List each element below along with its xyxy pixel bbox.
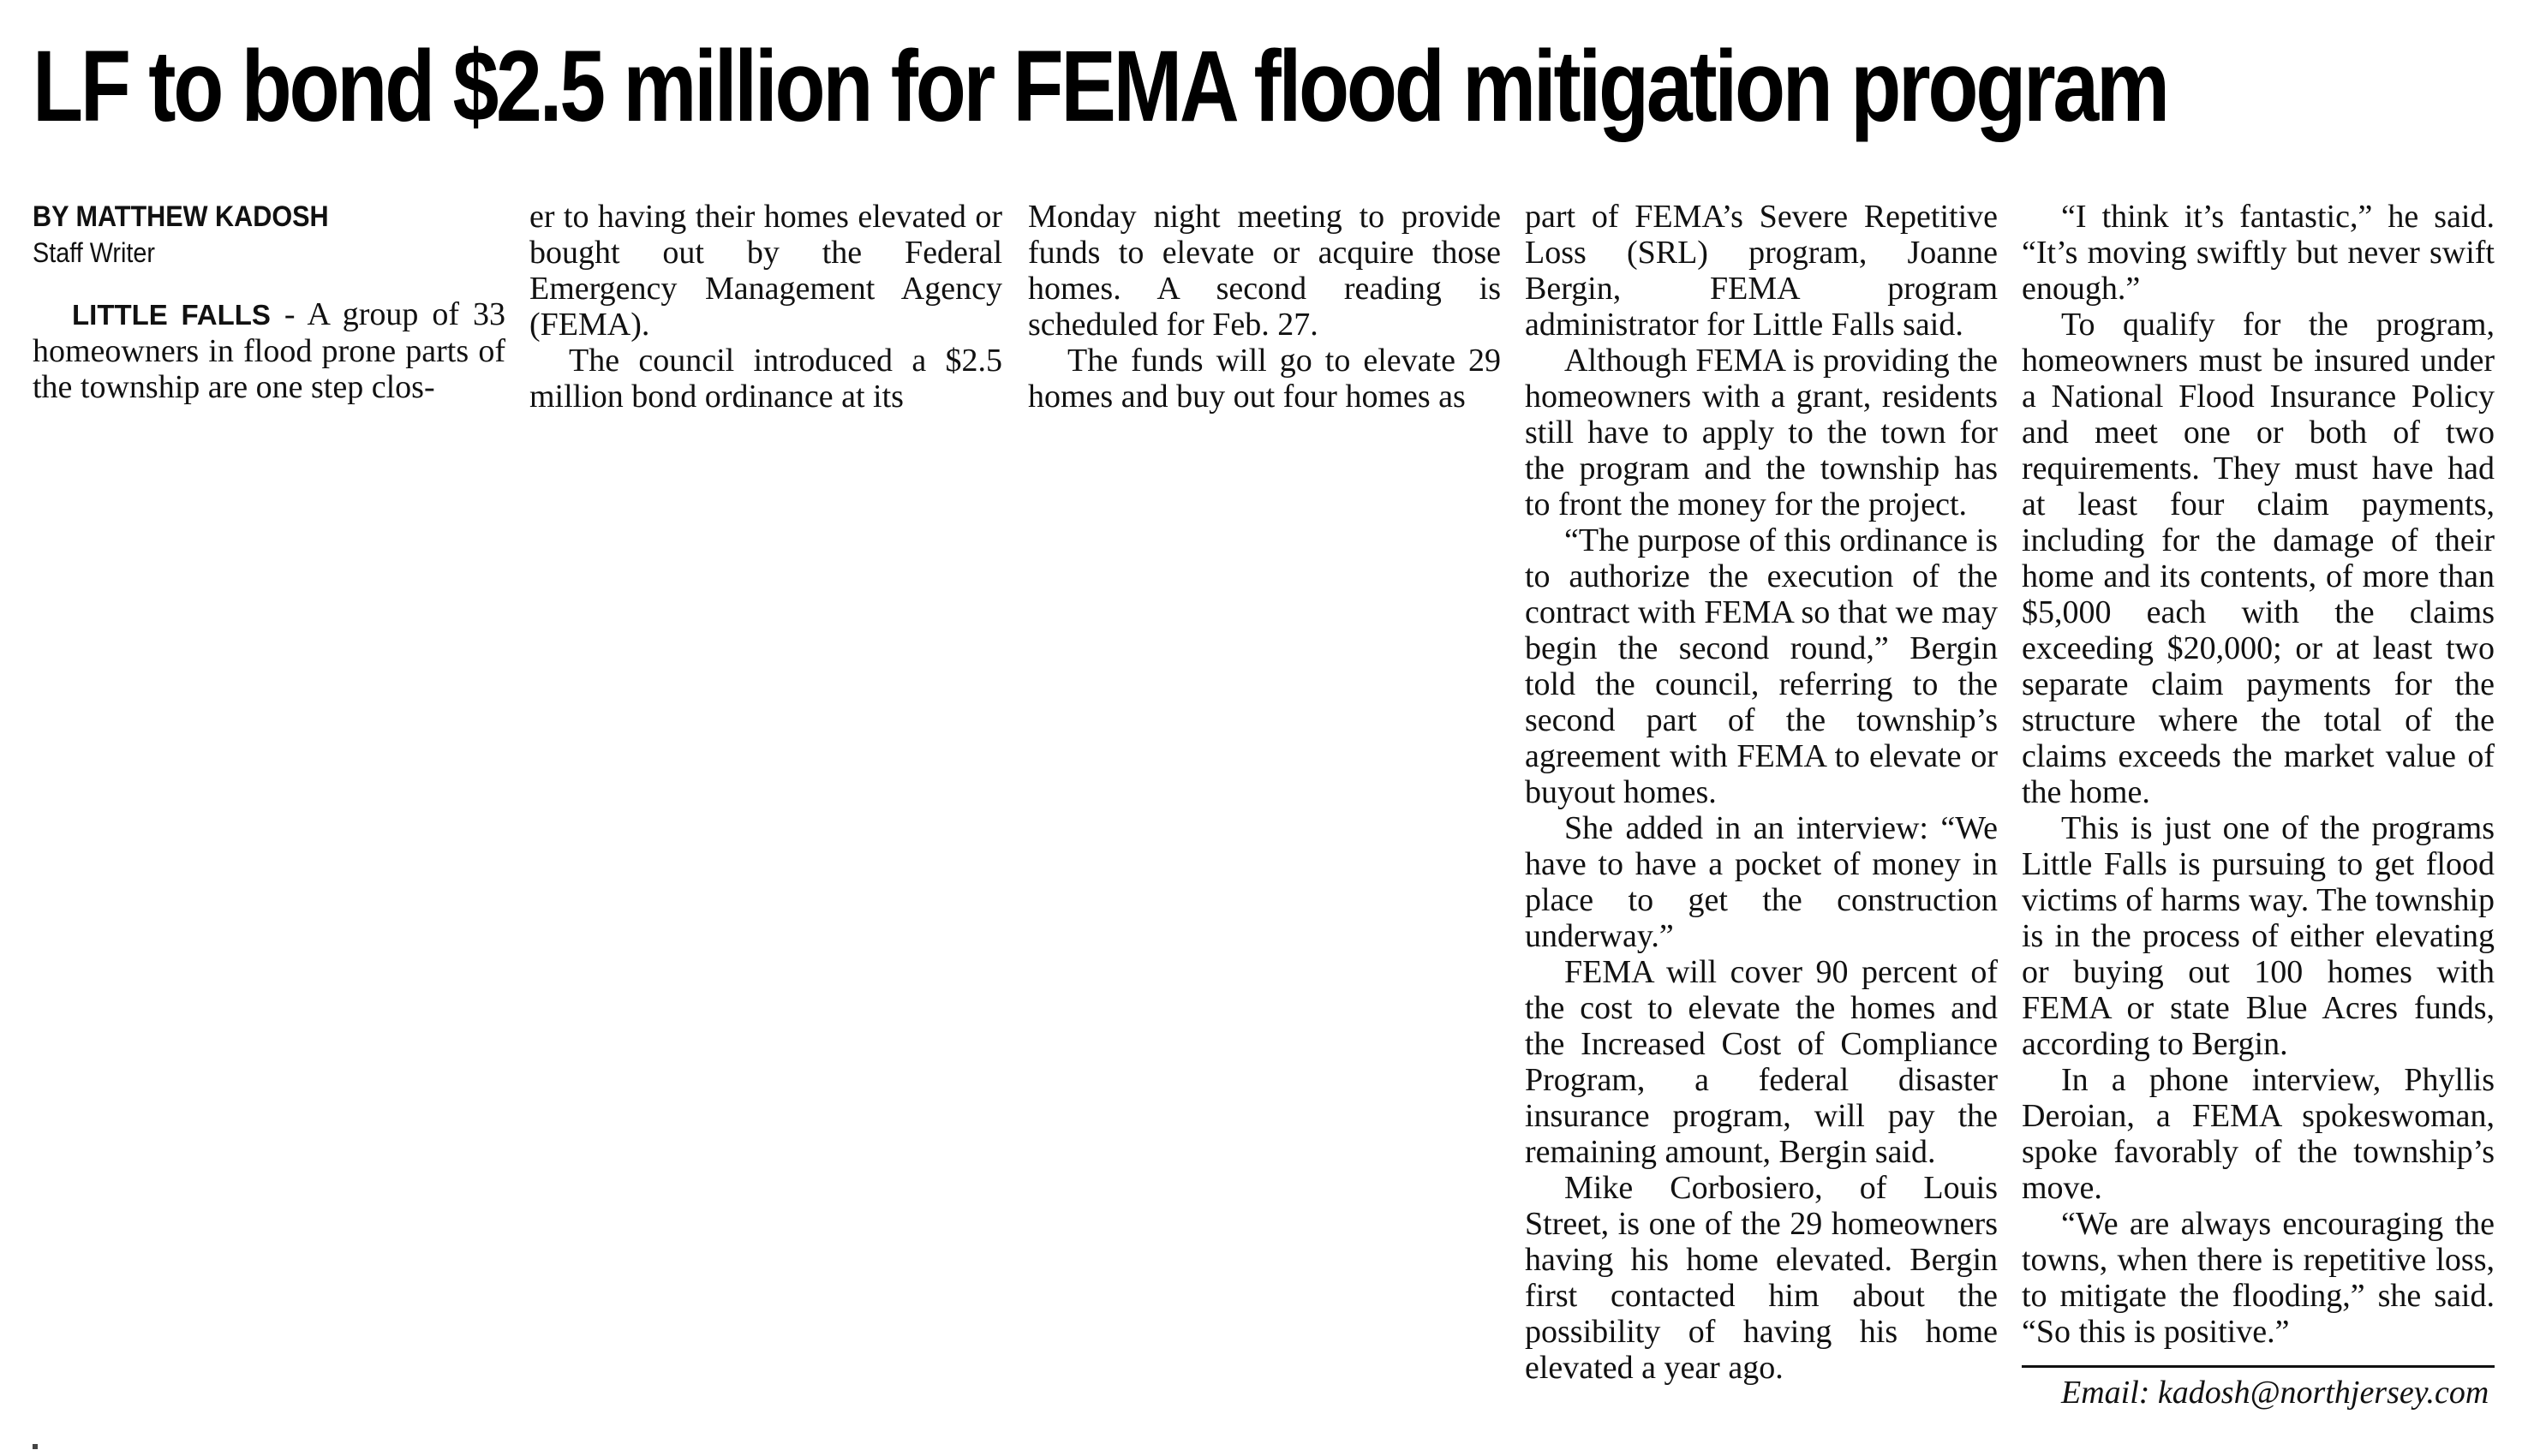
paragraph-3-part-1: The funds will go to elevate 29 homes and buy out four homes as bbox=[1028, 343, 1501, 415]
paragraph-12: In a phone interview, Phyllis Deroian, a FEMA spokeswoman, spoke favorably of the township’s move. bbox=[2022, 1062, 2495, 1206]
staff-title: Staff Writer bbox=[33, 237, 155, 268]
paragraph-1-text: - A group of 33 homeowners in flood prone parts of the township are one step clos- bbox=[33, 296, 505, 405]
headline: LF to bond $2.5 million for FEMA flood mitigation program bbox=[33, 30, 2167, 143]
article-column-1 bbox=[33, 199, 505, 405]
paragraph-10: To qualify for the program, homeowners must be insured under a National Flood Insurance Policy and meet one or both of two requirements. They must have had at least four claim payments, including for the damage of their home and its contents, of more than $5,000 each with the claims exceeding $20,000; or at least two separate claim payments for the structure where the total of the claims exceeds the market value of the home. bbox=[2022, 307, 2495, 810]
paragraph-2-part-1: The council introduced a $2.5 million bond ordinance at its bbox=[529, 343, 1002, 415]
paragraph-6: She added in an interview: “We have to have a pocket of money in place to get the construction underway.” bbox=[1525, 810, 1998, 954]
dateline: LITTLE FALLS bbox=[72, 299, 271, 331]
byline: BY MATTHEW KADOSH bbox=[33, 200, 329, 233]
paragraph-5: “The purpose of this ordinance is to authorize the execution of the contract with FEMA so that we may begin the second round,” Bergin told the council, referring to the second part of the township’s agreement with FEMA to elevate or buyout homes. bbox=[1525, 522, 1998, 810]
divider-rule bbox=[2022, 1365, 2495, 1368]
article-column-3 bbox=[1028, 199, 1501, 415]
paragraph-8: Mike Corbosiero, of Louis Street, is one of the 29 homeowners having his home elevated. Bergin first contacted him about the possibility of having his home elevated a year ago. bbox=[1525, 1170, 1998, 1386]
paragraph-9: “I think it’s fantastic,” he said. “It’s moving swiftly but never swift enough.” bbox=[2022, 199, 2495, 307]
paragraph-3-part-2: part of FEMA’s Severe Repetitive Loss (SRL) program, Joanne Bergin, FEMA program administrator for Little Falls said. bbox=[1525, 199, 1998, 343]
paragraph-2-part-2: Monday night meeting to provide funds to elevate or acquire those homes. A second reading is scheduled for Feb. 27. bbox=[1028, 199, 1501, 343]
article-column-5 bbox=[2022, 199, 2495, 1411]
page-mark bbox=[33, 1444, 38, 1449]
article-column-2 bbox=[529, 199, 1002, 415]
paragraph-11: This is just one of the programs Little Falls is pursuing to get flood victims of harms way. The township is in the process of either elevating or buying out 100 homes with FEMA or state Blue Acres funds, according to Bergin. bbox=[2022, 810, 2495, 1062]
article-column-4 bbox=[1525, 199, 1998, 1386]
paragraph-7: FEMA will cover 90 percent of the cost to elevate the homes and the Increased Cost of Compliance Program, a federal disaster insurance program, will pay the remaining amount, Bergin said. bbox=[1525, 954, 1998, 1170]
paragraph-13: “We are always encouraging the towns, when there is repetitive loss, to mitigate the flooding,” she said. “So this is positive.” bbox=[2022, 1206, 2495, 1350]
paragraph-1-part-1 bbox=[33, 296, 505, 405]
author-email: Email: kadosh@northjersey.com bbox=[2061, 1375, 2489, 1411]
paragraph-1-part-2: er to having their homes elevated or bought out by the Federal Emergency Management Agency (FEMA). bbox=[529, 199, 1002, 343]
paragraph-4: Although FEMA is providing the homeowners with a grant, residents still have to apply to the town for the program and the township has to front the money for the project. bbox=[1525, 343, 1998, 522]
